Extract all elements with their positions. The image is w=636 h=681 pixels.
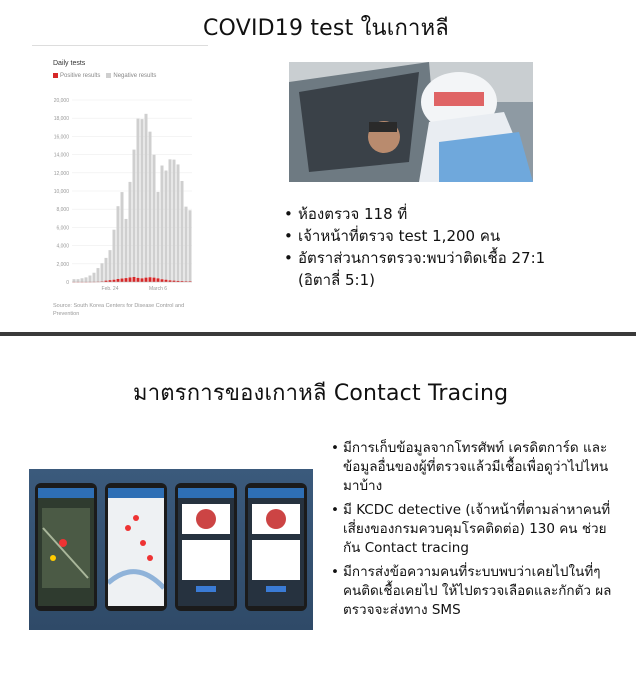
bottom-bullet-list xyxy=(331,439,616,625)
y-tick-label: 2,000 xyxy=(56,261,69,268)
y-tick-label: 14,000 xyxy=(53,152,69,159)
positive-bar xyxy=(129,277,132,282)
y-tick-label: 20,000 xyxy=(53,98,69,104)
positive-bar xyxy=(121,279,124,282)
negative-bar xyxy=(177,164,180,280)
positive-bar xyxy=(149,277,152,282)
negative-bar xyxy=(165,171,168,280)
chart-legend xyxy=(53,73,156,79)
negative-bar xyxy=(157,192,160,278)
phone-virus-info-1 xyxy=(175,483,237,611)
phone-map-light xyxy=(105,483,167,611)
negative-bar xyxy=(181,181,184,281)
y-tick-label: 12,000 xyxy=(53,170,69,177)
top-bullet-2: • เจ้าหน้าที่ตรวจ test 1,200 คน xyxy=(284,225,554,247)
positive-bar xyxy=(157,278,160,282)
negative-bar xyxy=(73,279,76,282)
bottom-bullet-1: • มีการเก็บข้อมูลจากโทรศัพท์ เครดิตการ์ด และข้อมูลอื่นของผู้ที่ตรวจแล้วมีเชื้อเพื่อดูว่าไปไหนมาบ้าง xyxy=(331,439,616,496)
negative-bar xyxy=(109,250,112,280)
bottom-bullet-3: • มีการส่งข้อความคนที่ระบบพบว่าเคยไปในที่ๆคนติดเชื้อเคยไป ให้ไปตรวจเลือดและกักตัว ผลตรวจจะส่งทาง SMS xyxy=(331,563,616,620)
negative-bar xyxy=(161,166,164,280)
y-tick-label: 6,000 xyxy=(56,225,69,232)
negative-bar xyxy=(149,132,152,278)
negative-bar xyxy=(153,155,156,278)
positive-bar xyxy=(165,280,168,282)
negative-bar xyxy=(185,207,188,282)
y-tick-label: 18,000 xyxy=(53,116,69,123)
negative-bar xyxy=(117,206,120,279)
positive-bar xyxy=(145,278,148,282)
positive-bar xyxy=(137,278,140,282)
positive-bar xyxy=(133,277,136,282)
negative-bar xyxy=(93,273,96,282)
x-tick-label: Feb. 24 xyxy=(101,286,119,292)
negative-bar xyxy=(121,192,124,278)
y-tick-label: 4,000 xyxy=(56,243,69,250)
phone-virus-info-2 xyxy=(245,483,307,611)
y-tick-label: 16,000 xyxy=(53,134,69,141)
negative-bar xyxy=(101,263,104,281)
negative-bar xyxy=(137,119,140,278)
legend-negative: Negative results xyxy=(106,73,156,79)
positive-bar xyxy=(153,278,156,282)
positive-bar xyxy=(113,280,116,282)
negative-bar xyxy=(141,119,144,278)
slide-title-top: COVID19 test ในเกาหลี xyxy=(203,16,449,41)
chart-source: Source: South Korea Centers for Disease Control and Prevention xyxy=(53,303,185,317)
legend-positive: Positive results xyxy=(53,73,100,79)
negative-bar xyxy=(105,258,108,281)
negative-bar xyxy=(169,159,172,280)
negative-bar xyxy=(81,278,84,282)
daily-tests-chart xyxy=(40,92,200,292)
y-tick-label: 8,000 xyxy=(56,207,69,214)
positive-bar xyxy=(141,278,144,282)
y-tick-label: 0 xyxy=(66,280,69,286)
negative-bar xyxy=(173,160,176,281)
negative-bar xyxy=(97,268,100,282)
y-tick-label: 10,000 xyxy=(53,189,69,195)
top-bullet-1: • ห้องตรวจ 118 ที่ xyxy=(284,203,554,225)
top-bullet-list xyxy=(284,203,554,291)
negative-bar xyxy=(125,219,128,278)
x-tick-label: March 6 xyxy=(148,286,168,292)
negative-bar xyxy=(77,279,80,282)
negative-bar xyxy=(89,275,92,281)
legend-negative-swatch xyxy=(106,73,111,78)
top-bullet-3: • อัตราส่วนการตรวจ:พบว่าติดเชื้อ 27:1 (อิตาลี่ 5:1) xyxy=(284,247,548,291)
negative-bar xyxy=(133,150,136,277)
negative-bar xyxy=(85,277,88,282)
positive-bar xyxy=(117,279,120,282)
negative-bar xyxy=(129,182,132,278)
legend-positive-swatch xyxy=(53,73,58,78)
positive-bar xyxy=(161,279,164,282)
chart-title: Daily tests xyxy=(53,60,86,67)
slide-title-bottom: มาตรการของเกาหลี Contact Tracing xyxy=(133,381,509,406)
slide-divider xyxy=(0,332,636,336)
testing-photo xyxy=(289,62,533,182)
negative-bar xyxy=(113,230,116,280)
negative-bar xyxy=(145,114,148,278)
positive-bar xyxy=(125,278,128,282)
bottom-bullet-2: • มี KCDC detective (เจ้าหน้าที่ตามล่าหาคนที่เสี่ยงของกรมควบคุมโรคติดต่อ) 130 คน ช่วยกัน Contact tracing xyxy=(331,501,616,558)
negative-bar xyxy=(189,210,192,281)
phone-map-dark xyxy=(35,483,97,611)
contact-tracing-app-screenshots xyxy=(29,469,313,630)
